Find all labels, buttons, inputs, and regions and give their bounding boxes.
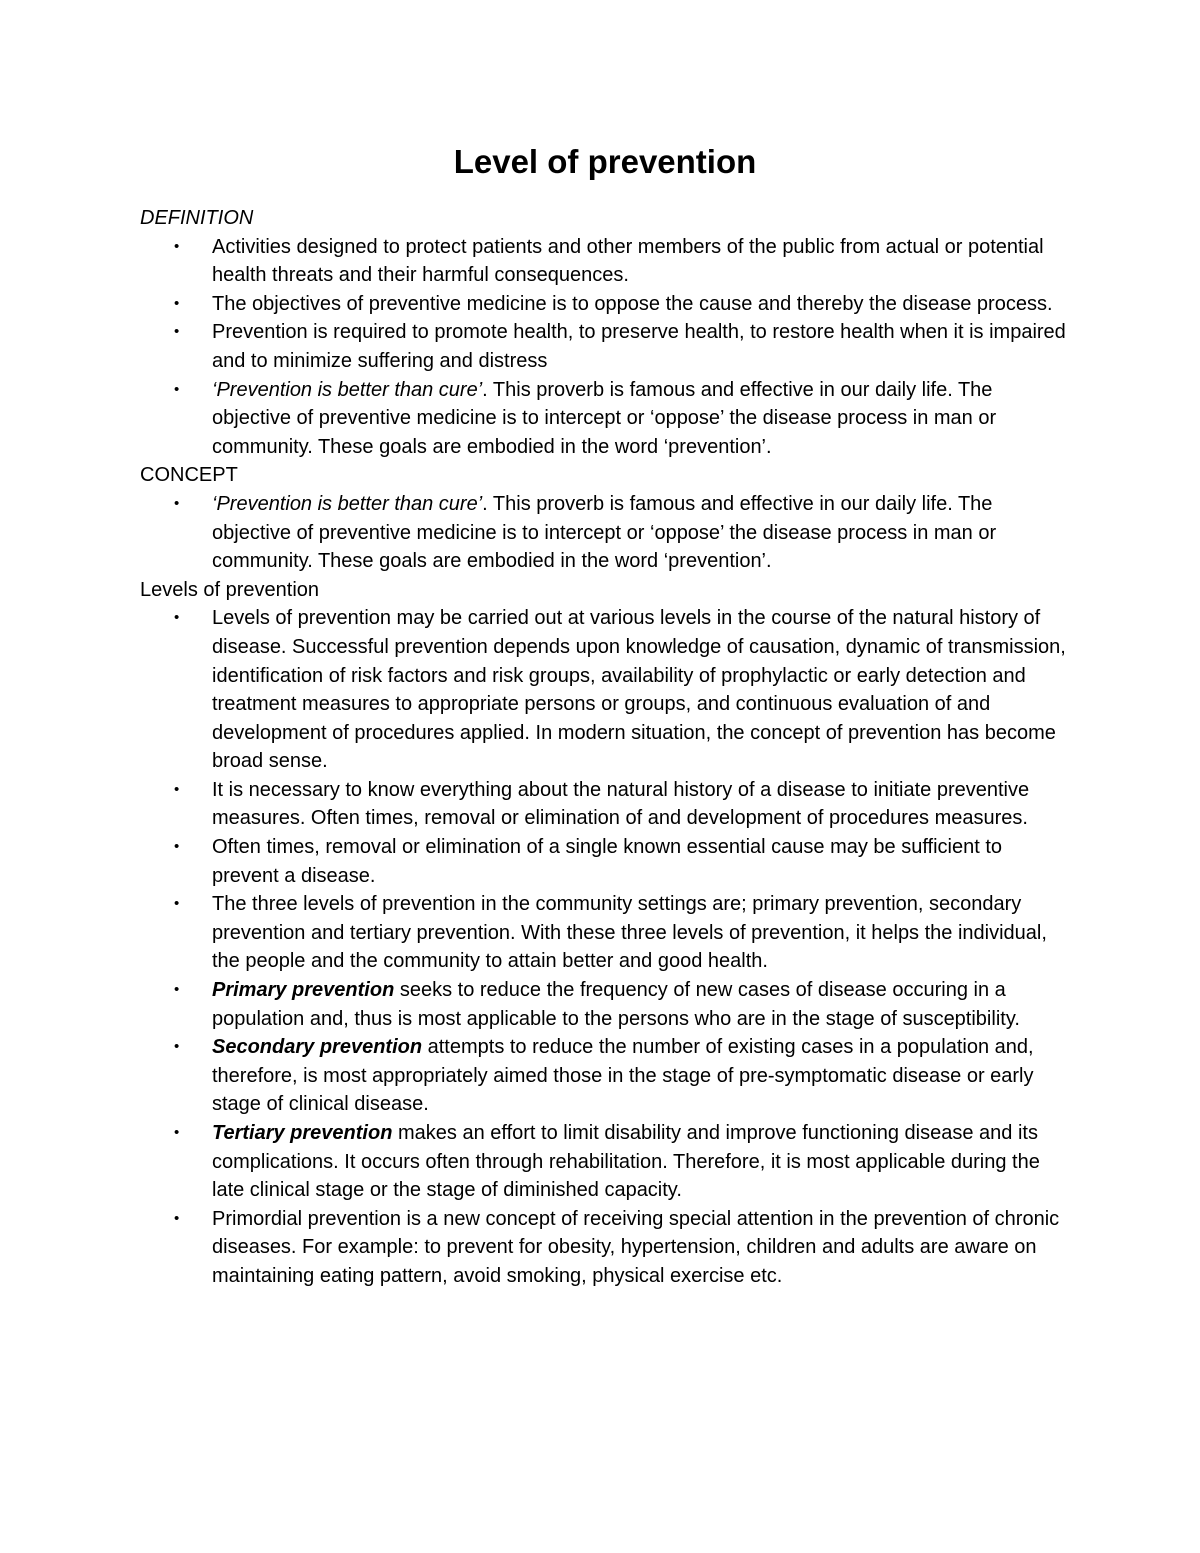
list-item: • Activities designed to protect patients and other members of the public from actual or potential health threats and their harmful consequences. [140, 233, 1070, 290]
definition-list [140, 233, 1070, 462]
levels-section [140, 576, 1070, 1291]
list-item: • It is necessary to know everything about the natural history of a disease to initiate preventive measures. Often times, removal or elimination of and development of procedures measures. [140, 776, 1070, 833]
levels-heading: Levels of prevention [140, 578, 320, 601]
bullet-icon: • [174, 323, 180, 341]
bullet-icon: • [174, 609, 180, 627]
primary-prevention-term: Primary prevention [212, 979, 395, 1002]
list-item: • Primary prevention seeks to reduce the frequency of new cases of disease occuring in a population and, thus is most applicable to the persons who are in the stage of susceptibility. [140, 976, 1070, 1033]
bullet-icon: • [174, 494, 180, 512]
concept-section [140, 461, 1070, 575]
definition-heading: DEFINITION [140, 207, 254, 229]
bullet-icon: • [174, 380, 180, 398]
list-item: • ‘Prevention is better than cure’. This proverb is famous and effective in our daily life. The objective of preventive medicine is to intercept or ‘oppose’ the disease process in man or community. These goals are embodied in the word ‘prevention’. [140, 376, 1070, 462]
bullet-icon: • [174, 1124, 180, 1141]
page-title: Level of prevention [453, 143, 757, 180]
secondary-prevention-term: Secondary prevention [212, 1036, 423, 1059]
list-item: • The objectives of preventive medicine is to oppose the cause and thereby the disease process. [140, 290, 1070, 319]
bullet-icon: • [174, 294, 180, 312]
list-item: • Secondary prevention attempts to reduce the number of existing cases in a population and, therefore, is most appropriately aimed those in the stage of pre-symptomatic disease or early stage of clinical disease. [140, 1033, 1070, 1119]
document-page [140, 140, 1070, 1291]
bullet-icon: • [174, 981, 180, 999]
proverb-quote: ‘Prevention is better than cure’ [212, 378, 483, 401]
concept-heading: CONCEPT [140, 464, 238, 487]
concept-list [140, 490, 1070, 576]
list-item: • The three levels of prevention in the community settings are; primary prevention, secondary prevention and tertiary prevention. With these three levels of prevention, it helps the individual, the people and the community to attain better and good health. [140, 890, 1070, 976]
list-item: • Often times, removal or elimination of a single known essential cause may be sufficient to prevent a disease. [140, 833, 1070, 890]
tertiary-prevention-term: Tertiary prevention [212, 1122, 393, 1144]
bullet-icon: • [174, 895, 180, 913]
list-item: • Prevention is required to promote health, to preserve health, to restore health when it is impaired and to minimize suffering and distress [140, 318, 1070, 375]
proverb-quote: ‘Prevention is better than cure’ [212, 492, 483, 515]
definition-section [140, 204, 1070, 461]
levels-list [140, 604, 1070, 1290]
bullet-icon: • [174, 780, 180, 798]
list-item: • Tertiary prevention makes an effort to limit disability and improve functioning disease and its complications. It occurs often through rehabilitation. Therefore, it is most applicable during the late clinical stage or the stage of diminished capacity. [140, 1119, 1070, 1205]
list-item: • Levels of prevention may be carried out at various levels in the course of the natural history of disease. Successful prevention depends upon knowledge of causation, dynamic of transmission, identification of risk factors and risk groups, availability of prophylactic or early detection and treatment measures to appropriate persons or groups, and continuous evaluation of and development of procedures applied. In modern situation, the concept of prevention has become broad sense. [140, 604, 1070, 776]
bullet-icon: • [174, 1209, 180, 1227]
bullet-icon: • [174, 237, 180, 255]
list-item: • Primordial prevention is a new concept of receiving special attention in the prevention of chronic diseases. For example: to prevent for obesity, hypertension, children and adults are aware on maintaining eating pattern, avoid smoking, physical exercise etc. [140, 1205, 1070, 1291]
list-item: • ‘Prevention is better than cure’. This proverb is famous and effective in our daily life. The objective of preventive medicine is to intercept or ‘oppose’ the disease process in man or community. These goals are embodied in the word ‘prevention’. [140, 490, 1070, 576]
bullet-icon: • [174, 838, 180, 856]
bullet-icon: • [174, 1038, 180, 1056]
